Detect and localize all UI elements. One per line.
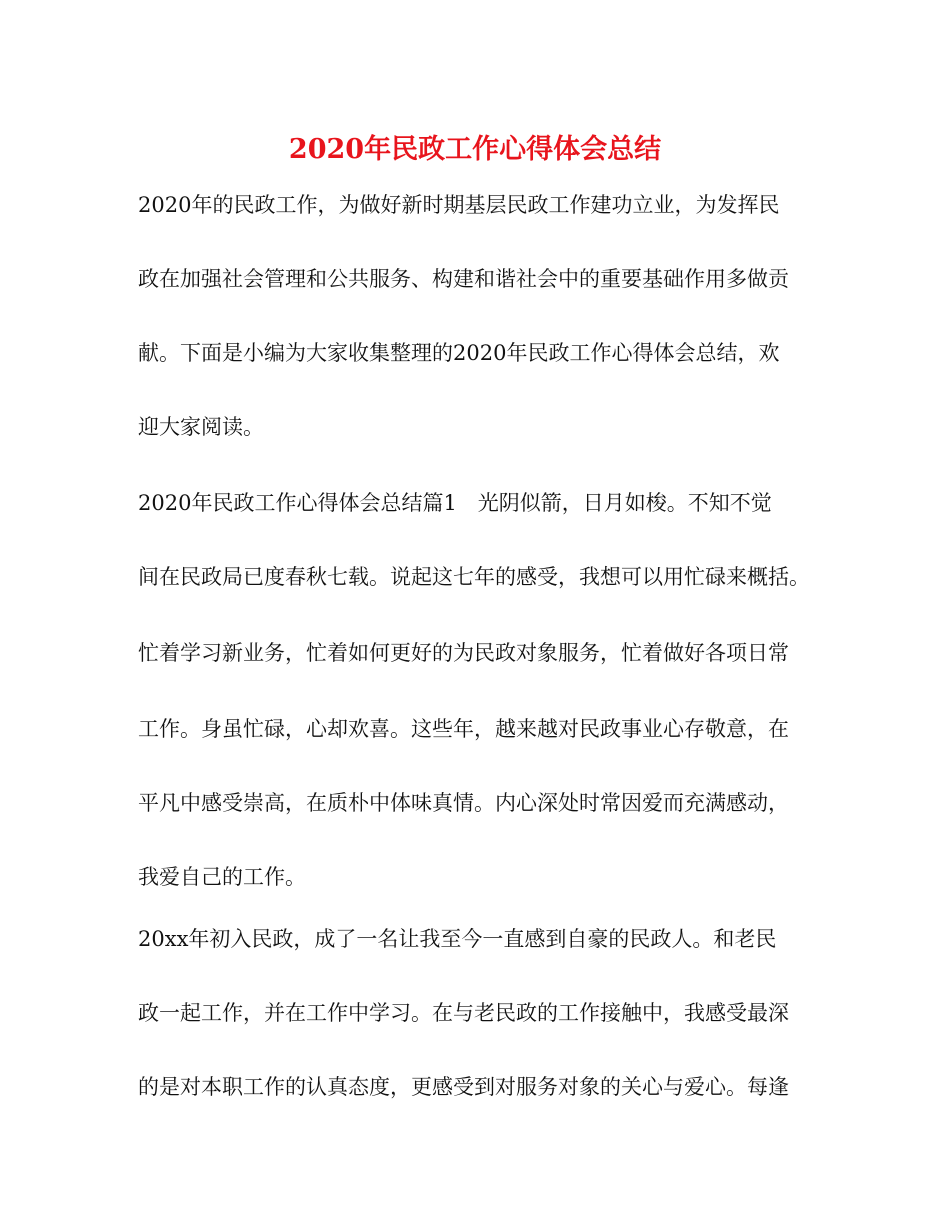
paragraph-line: 政在加强社会管理和公共服务、构建和谐社会中的重要基础作用多做贡 xyxy=(138,267,789,291)
paragraph-line: 平凡中感受崇高，在质朴中体味真情。内心深处时常因爱而充满感动， xyxy=(138,791,789,815)
paragraph-line: 忙着学习新业务，忙着如何更好的为民政对象服务，忙着做好各项日常 xyxy=(138,641,789,665)
paragraph-line: 工作。身虽忙碌，心却欢喜。这些年，越来越对民政事业心存敬意，在 xyxy=(138,717,789,741)
paragraph-line: 政一起工作，并在工作中学习。在与老民政的工作接触中，我感受最深 xyxy=(138,1001,789,1025)
paragraph-line: 2020年民政工作心得体会总结篇1 光阴似箭，日月如梭。不知不觉 xyxy=(138,491,772,515)
paragraph-line: 的是对本职工作的认真态度，更感受到对服务对象的关心与爱心。每逢 xyxy=(138,1075,789,1099)
paragraph-line: 间在民政局已度春秋七载。说起这七年的感受，我想可以用忙碌来概括。 xyxy=(138,565,810,589)
document-title: 2020年民政工作心得体会总结 xyxy=(288,134,662,165)
paragraph-line: 2020年的民政工作，为做好新时期基层民政工作建功立业，为发挥民 xyxy=(138,193,780,217)
paragraph-line: 迎大家阅读。 xyxy=(138,415,264,439)
paragraph-line: 我爱自己的工作。 xyxy=(138,865,306,889)
paragraph-line: 献。下面是小编为大家收集整理的2020年民政工作心得体会总结，欢 xyxy=(138,341,780,365)
paragraph-line: 20xx年初入民政，成了一名让我至今一直感到自豪的民政人。和老民 xyxy=(138,927,777,951)
